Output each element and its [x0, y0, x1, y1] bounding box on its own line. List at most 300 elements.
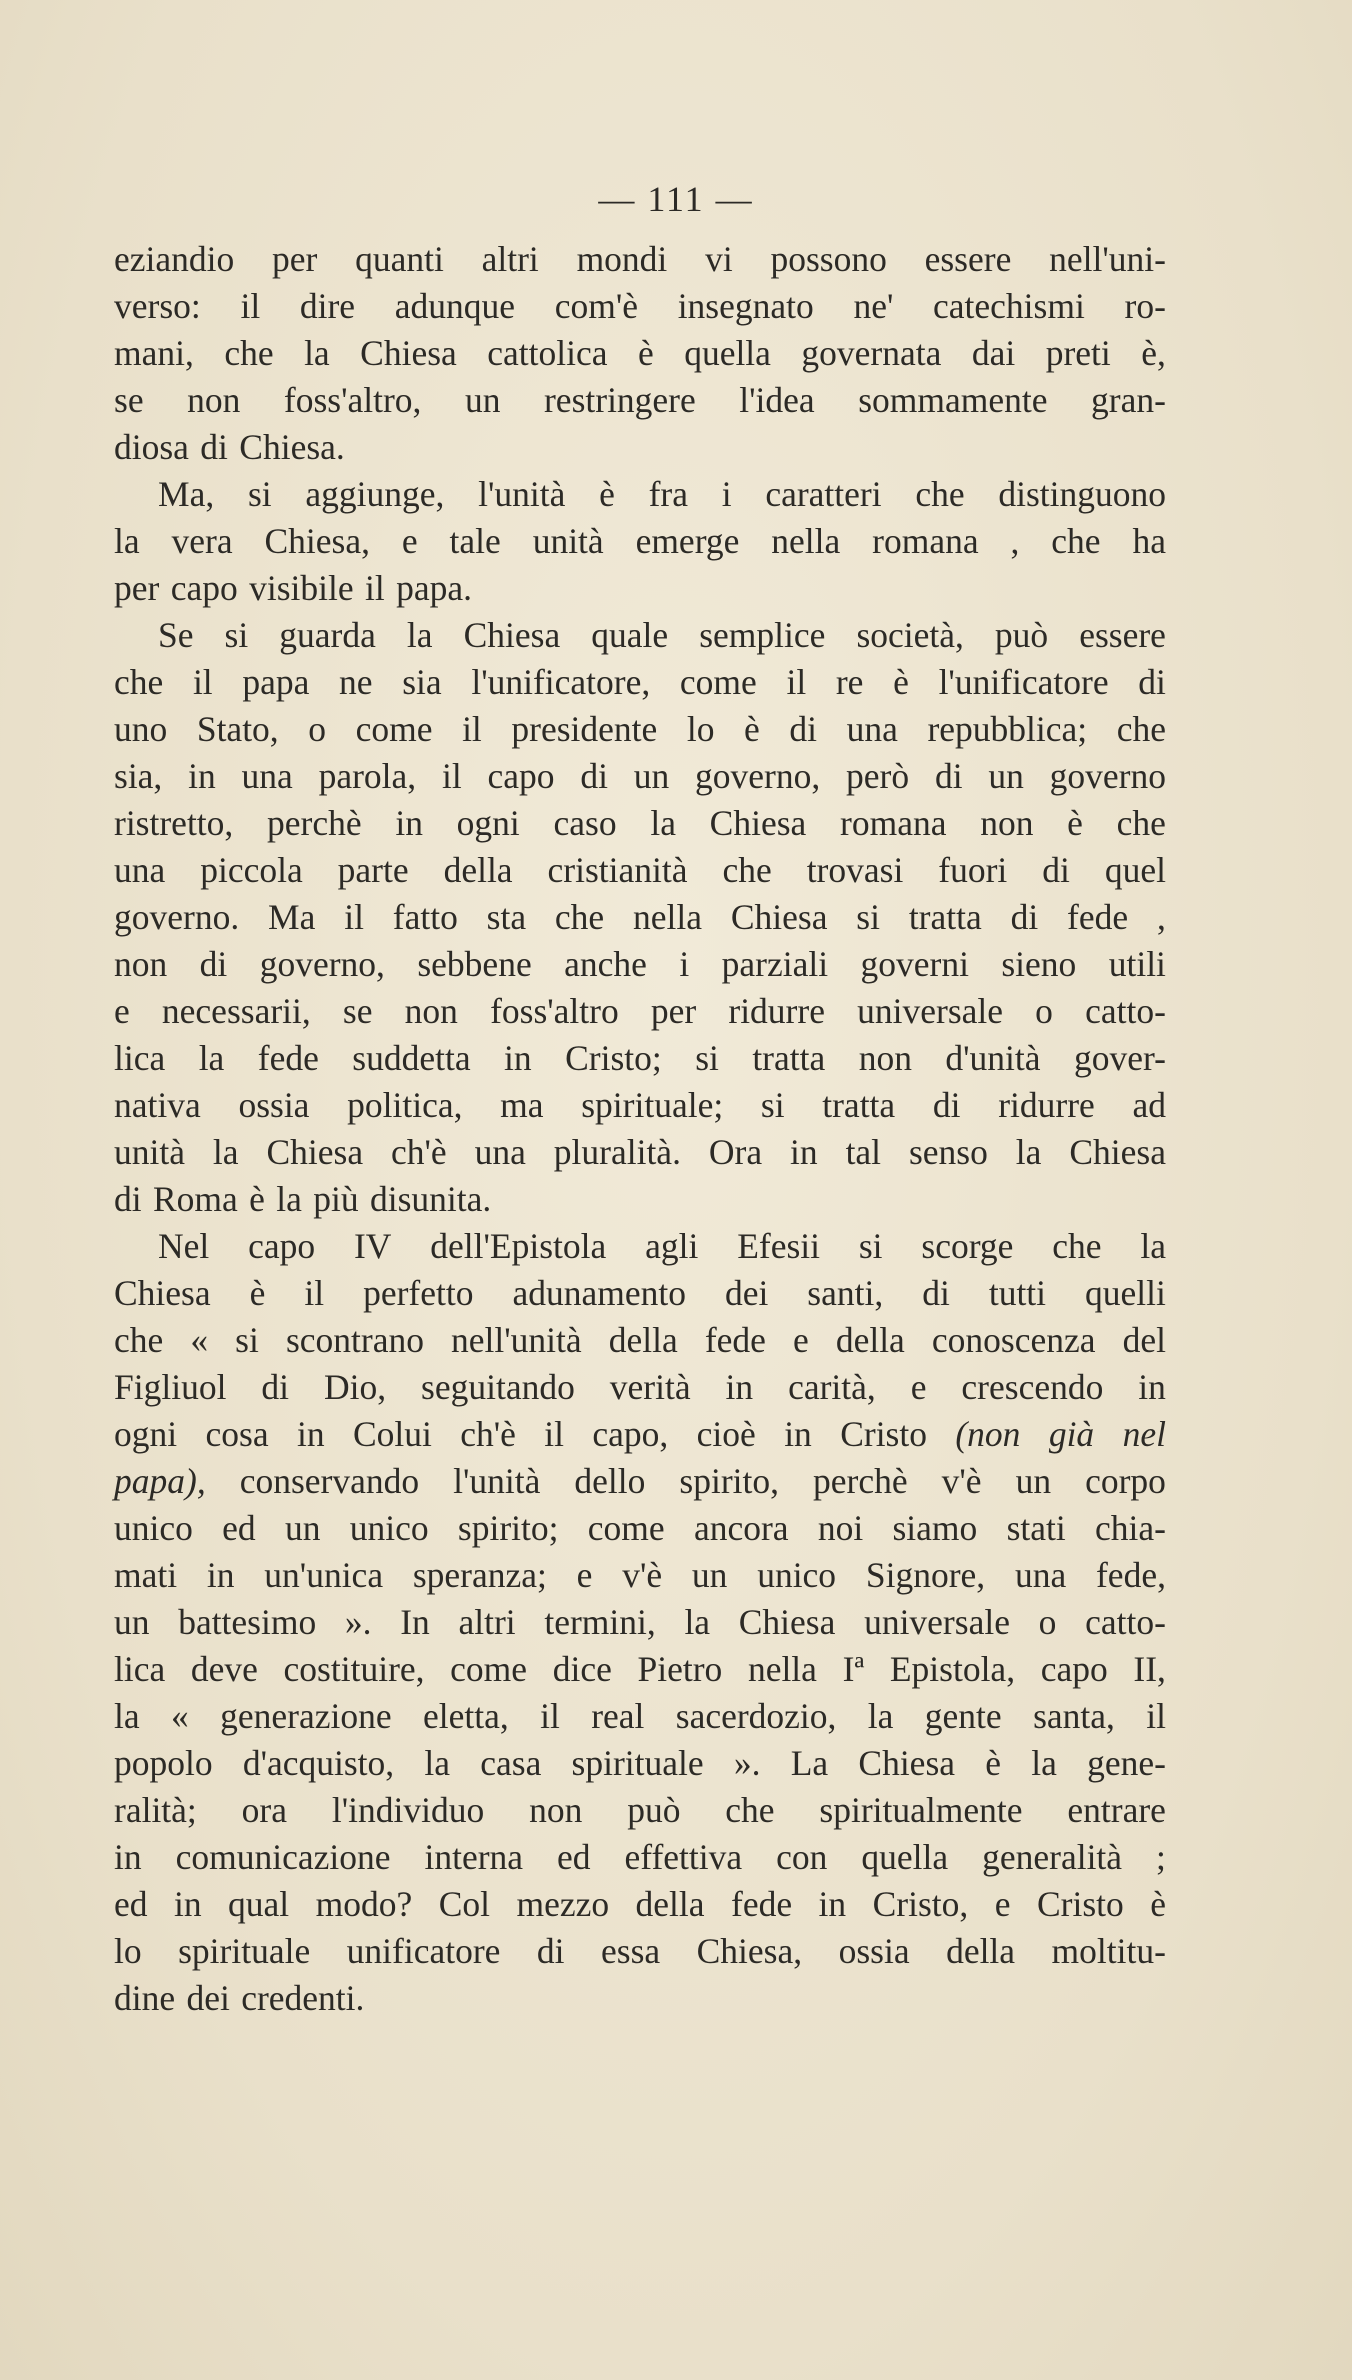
word: Chiesa [463, 615, 561, 655]
word: eletta, [422, 1696, 509, 1736]
word: però [846, 756, 910, 796]
word: per [650, 991, 697, 1031]
word: Chiesa, [696, 1931, 803, 1971]
word: ch'è [391, 1132, 447, 1172]
word: essere [924, 239, 1012, 279]
word: conservando [239, 1461, 420, 1501]
word: unità [532, 521, 604, 561]
word: governo, [695, 756, 821, 796]
word: vera [171, 521, 233, 561]
word: tratta [908, 897, 982, 937]
word: di [114, 1179, 142, 1219]
word: chia- [1095, 1508, 1166, 1548]
word: ogni [456, 803, 520, 843]
text-line [114, 1881, 1166, 1928]
word: quella [684, 333, 771, 373]
word: santi, [807, 1273, 884, 1313]
word: si [760, 1085, 785, 1125]
word: dello [574, 1461, 646, 1501]
word: scontrano [285, 1320, 424, 1360]
word: Cristo [840, 1414, 927, 1454]
word: del [1122, 1320, 1166, 1360]
text-line [114, 1740, 1166, 1787]
word: Chiesa. [239, 427, 345, 467]
word: tale [449, 521, 501, 561]
word: popolo [114, 1743, 213, 1783]
word: battesimo [178, 1602, 317, 1642]
word: Cristo, [872, 1884, 969, 1924]
word: gene- [1087, 1743, 1166, 1783]
word: eziandio [114, 239, 235, 279]
word: non [404, 991, 458, 1031]
word: sia, [114, 756, 163, 796]
word: santa, [1033, 1696, 1115, 1736]
word: deve [190, 1649, 258, 1689]
word: Pietro [637, 1649, 723, 1689]
word: governo [1049, 756, 1166, 796]
word: un'unica [264, 1555, 384, 1595]
text-line [114, 1223, 1166, 1270]
word: non [529, 1790, 583, 1830]
word: si [856, 897, 880, 937]
word: perchè [267, 803, 362, 843]
word: restringere [543, 380, 696, 420]
word: di [536, 1931, 565, 1971]
word: papa. [396, 568, 472, 608]
word: e [910, 1367, 927, 1407]
word: sommamente [858, 380, 1048, 420]
word: Chiesa [738, 1602, 836, 1642]
word: in [725, 1367, 754, 1407]
word: l'unità [478, 474, 566, 514]
word: Se [158, 615, 194, 655]
word: Chiesa [266, 1132, 364, 1172]
word: comunicazione [175, 1837, 391, 1877]
word: ed [557, 1837, 591, 1877]
word: credenti. [241, 1978, 365, 2018]
word: presidente [511, 709, 658, 749]
word: unità [114, 1132, 185, 1172]
word: catto- [1085, 991, 1166, 1031]
word: lica [114, 1038, 166, 1078]
word: tutti [988, 1273, 1047, 1313]
word: in [1138, 1367, 1166, 1407]
word: se [342, 991, 373, 1031]
text-line [114, 753, 1166, 800]
word: governi [860, 944, 969, 984]
text-line [114, 659, 1166, 706]
word: il [441, 756, 462, 796]
word: Ma [268, 897, 316, 937]
word: nel [1122, 1414, 1166, 1454]
word: ne' [853, 286, 894, 326]
word: ». [733, 1743, 761, 1783]
word: il [240, 286, 261, 326]
word: Ora [708, 1132, 763, 1172]
word: gente [924, 1696, 1002, 1736]
word: può [994, 615, 1049, 655]
word: romana [872, 521, 979, 561]
word: generalità [982, 1837, 1123, 1877]
word: di [199, 944, 228, 984]
word: governata [801, 333, 942, 373]
word: verità [609, 1367, 691, 1407]
word: seguitando [421, 1367, 575, 1407]
text-line [114, 1411, 1166, 1458]
word: la [198, 1038, 225, 1078]
word: la [1140, 1226, 1166, 1266]
word: è [893, 662, 909, 702]
word: sia [402, 662, 442, 702]
word: adunamento [512, 1273, 686, 1313]
word: della [835, 1320, 905, 1360]
word: di [1010, 897, 1039, 937]
text-line [114, 1035, 1166, 1082]
word: qual [228, 1884, 290, 1924]
word: vi [705, 239, 733, 279]
word: la [212, 1132, 239, 1172]
word: e [994, 1884, 1011, 1924]
word: si [247, 474, 272, 514]
word: senso [908, 1132, 988, 1172]
word: capo, [592, 1414, 669, 1454]
word: è [1067, 803, 1083, 843]
word: in [296, 1414, 325, 1454]
word: nativa [114, 1085, 201, 1125]
word: dai [971, 333, 1016, 373]
word: è [744, 709, 760, 749]
word: che [1052, 1226, 1102, 1266]
word: , [1156, 897, 1166, 937]
word: non [980, 803, 1034, 843]
word: nell'unità [451, 1320, 582, 1360]
word: e [401, 521, 418, 561]
word: ossia [238, 1085, 310, 1125]
text-line [114, 424, 1166, 471]
word: di [1138, 662, 1166, 702]
word: la [114, 1696, 140, 1736]
word: governo. [114, 897, 240, 937]
word: suddetta [352, 1038, 471, 1078]
text-line [114, 1552, 1166, 1599]
word: l'idea [739, 380, 815, 420]
word: non [858, 1038, 912, 1078]
word: l'unità [453, 1461, 541, 1501]
text-line [114, 565, 1166, 612]
word: IV [353, 1226, 392, 1266]
text-line [114, 988, 1166, 1035]
word: fuori [938, 850, 1008, 890]
word: in [790, 1132, 818, 1172]
word: se [114, 380, 144, 420]
word: spirituale; [581, 1085, 724, 1125]
word: Efesii [737, 1226, 820, 1266]
word: modo? [315, 1884, 413, 1924]
word: Chiesa [1069, 1132, 1166, 1172]
word: i [679, 944, 690, 984]
word: l'individuo [331, 1790, 485, 1830]
word: Figliuol [114, 1367, 227, 1407]
word: possono [770, 239, 887, 279]
word: la [114, 521, 140, 561]
word: Signore, [865, 1555, 986, 1595]
word: perfetto [363, 1273, 474, 1313]
word: una [241, 756, 293, 796]
word: quanti [355, 239, 444, 279]
text-line [114, 1787, 1166, 1834]
word: capo [487, 756, 555, 796]
word: costituire, [283, 1649, 425, 1689]
word: e [792, 1320, 809, 1360]
word: disunita. [370, 1179, 492, 1219]
word: di [922, 1273, 950, 1313]
word: moltitu- [1051, 1931, 1166, 1971]
word: agli [645, 1226, 699, 1266]
word: tal [845, 1132, 882, 1172]
word: il [304, 1273, 325, 1313]
text-line [114, 1646, 1166, 1693]
word: parte [337, 850, 409, 890]
word: sieno [1001, 944, 1077, 984]
word: gover- [1073, 1038, 1166, 1078]
word: di [934, 756, 963, 796]
text-line [114, 330, 1166, 377]
word: ralità; [114, 1790, 197, 1830]
word: si [695, 1038, 719, 1078]
word: ancora [693, 1508, 789, 1548]
word: universale [864, 1602, 1010, 1642]
word: speranza; [412, 1555, 547, 1595]
word: Chiesa [730, 897, 828, 937]
word: la [650, 803, 676, 843]
word: interna [424, 1837, 524, 1877]
word: « [190, 1320, 209, 1360]
word: la [684, 1602, 711, 1642]
word: verso: [114, 286, 201, 326]
word: gran- [1091, 380, 1166, 420]
word: un [691, 1555, 728, 1595]
word: che [1116, 709, 1166, 749]
word: ossia [838, 1931, 910, 1971]
word: fatto [392, 897, 458, 937]
word: Iª [842, 1649, 865, 1689]
word: dei [724, 1273, 769, 1313]
word: spirito, [679, 1461, 780, 1501]
word: che [114, 1320, 164, 1360]
word: perchè [813, 1461, 908, 1501]
word: altri [458, 1602, 516, 1642]
word: unico [349, 1508, 429, 1548]
word: Ma, [158, 474, 215, 514]
word: della [635, 1884, 705, 1924]
word: emerge [635, 521, 740, 561]
word: è, [1141, 333, 1166, 373]
word: cattolica [487, 333, 608, 373]
text-line [114, 1364, 1166, 1411]
word: il [462, 709, 482, 749]
word: Chiesa [114, 1273, 211, 1313]
word: una [114, 850, 166, 890]
word: o [1035, 991, 1053, 1031]
word: che [722, 850, 772, 890]
word: trovasi [806, 850, 904, 890]
word: stati [1006, 1508, 1066, 1548]
word: che [725, 1790, 775, 1830]
word: della [443, 850, 513, 890]
word: fede [731, 1884, 793, 1924]
word: Dio, [323, 1367, 387, 1407]
word: un [114, 1602, 150, 1642]
word: foss'altro, [283, 380, 422, 420]
word: la [304, 333, 330, 373]
word: in [114, 1837, 142, 1877]
word: noi [817, 1508, 864, 1548]
word: unificatore [346, 1931, 501, 1971]
word: può [627, 1790, 681, 1830]
word: spirituale [571, 1743, 704, 1783]
word: distinguono [998, 474, 1166, 514]
word: entrare [1067, 1790, 1166, 1830]
word: diosa [114, 427, 189, 467]
word: che [554, 897, 605, 937]
word: un [464, 380, 501, 420]
word: cioè [696, 1414, 756, 1454]
word: come [355, 709, 433, 749]
text-line [114, 1129, 1166, 1176]
word: i [721, 474, 732, 514]
word: governo, [259, 944, 385, 984]
word: papa), [114, 1461, 206, 1501]
word: sacerdozio, [675, 1696, 837, 1736]
word: fede [1067, 897, 1129, 937]
word: La [790, 1743, 829, 1783]
word: di [580, 756, 608, 796]
word: il [344, 897, 364, 937]
word: fede [257, 1038, 319, 1078]
word: v'è [622, 1555, 663, 1595]
word: l'unificatore [938, 662, 1109, 702]
word: in [188, 756, 216, 796]
word: di [932, 1085, 961, 1125]
word: papa [242, 662, 310, 702]
word: foss'altro [490, 991, 619, 1031]
word: pluralità. [553, 1132, 681, 1172]
word: si [858, 1226, 883, 1266]
word: la [1031, 1743, 1057, 1783]
word: cristianità [547, 850, 688, 890]
text-line [114, 236, 1166, 283]
text-line [114, 706, 1166, 753]
word: il [540, 1696, 560, 1736]
word: casa [480, 1743, 542, 1783]
word: mondi [576, 239, 668, 279]
word: fede, [1095, 1555, 1166, 1595]
word: nella [633, 897, 703, 937]
word: effettiva [624, 1837, 743, 1877]
word: Chiesa [709, 803, 807, 843]
word: preti [1045, 333, 1111, 373]
word: , [1010, 521, 1020, 561]
word: Cristo [1036, 1884, 1124, 1924]
text-line [114, 1270, 1166, 1317]
word: per [114, 568, 160, 608]
word: come [450, 1649, 528, 1689]
word: il [786, 662, 807, 702]
word: è [249, 1273, 266, 1313]
word: politica, [347, 1085, 463, 1125]
word: ne [339, 662, 373, 702]
text-line [114, 800, 1166, 847]
word: e [576, 1555, 593, 1595]
word: non [187, 380, 241, 420]
word: una [474, 1132, 526, 1172]
word: visibile [249, 568, 354, 608]
word: per [272, 239, 318, 279]
text-line [114, 1834, 1166, 1881]
word: quel [1104, 850, 1166, 890]
word: generazione [220, 1696, 392, 1736]
word: catto- [1085, 1602, 1166, 1642]
word: anche [564, 944, 647, 984]
word: nella [747, 1649, 817, 1689]
word: Col [438, 1884, 490, 1924]
word: in [395, 803, 423, 843]
word: caso [553, 803, 617, 843]
word: ; [1156, 1837, 1166, 1877]
word: la [406, 615, 433, 655]
text-line [114, 894, 1166, 941]
word: società, [856, 615, 964, 655]
word: com'è [554, 286, 638, 326]
word: « [171, 1696, 189, 1736]
word: dire [299, 286, 356, 326]
word: adunque [394, 286, 516, 326]
word: siamo [892, 1508, 978, 1548]
word: II, [1133, 1649, 1166, 1689]
word: ed [114, 1884, 148, 1924]
word: guarda [279, 615, 376, 655]
word: caratteri [765, 474, 882, 514]
word: v'è [941, 1461, 982, 1501]
text-line [114, 1599, 1166, 1646]
word: romana [840, 803, 947, 843]
word: utili [1108, 944, 1166, 984]
text-line [114, 612, 1166, 659]
text-line [114, 283, 1166, 330]
word: unico [114, 1508, 193, 1548]
word: ogni [114, 1414, 178, 1454]
word: quella [861, 1837, 949, 1877]
word: il [364, 568, 385, 608]
word: come [679, 662, 757, 702]
word: termini, [544, 1602, 656, 1642]
text-line [114, 1693, 1166, 1740]
word: un [633, 756, 670, 796]
word: conoscenza [931, 1320, 1096, 1360]
word: repubblica; [927, 709, 1088, 749]
word: già [1048, 1414, 1095, 1454]
word: un [1015, 1461, 1052, 1501]
word: con [776, 1837, 828, 1877]
word: scorge [921, 1226, 1014, 1266]
word: (non [955, 1414, 1021, 1454]
word: dine [114, 1978, 176, 2018]
text-line [114, 1317, 1166, 1364]
text-line [114, 847, 1166, 894]
word: In [400, 1602, 430, 1642]
word: fra [648, 474, 688, 514]
word: catechismi [933, 286, 1085, 326]
